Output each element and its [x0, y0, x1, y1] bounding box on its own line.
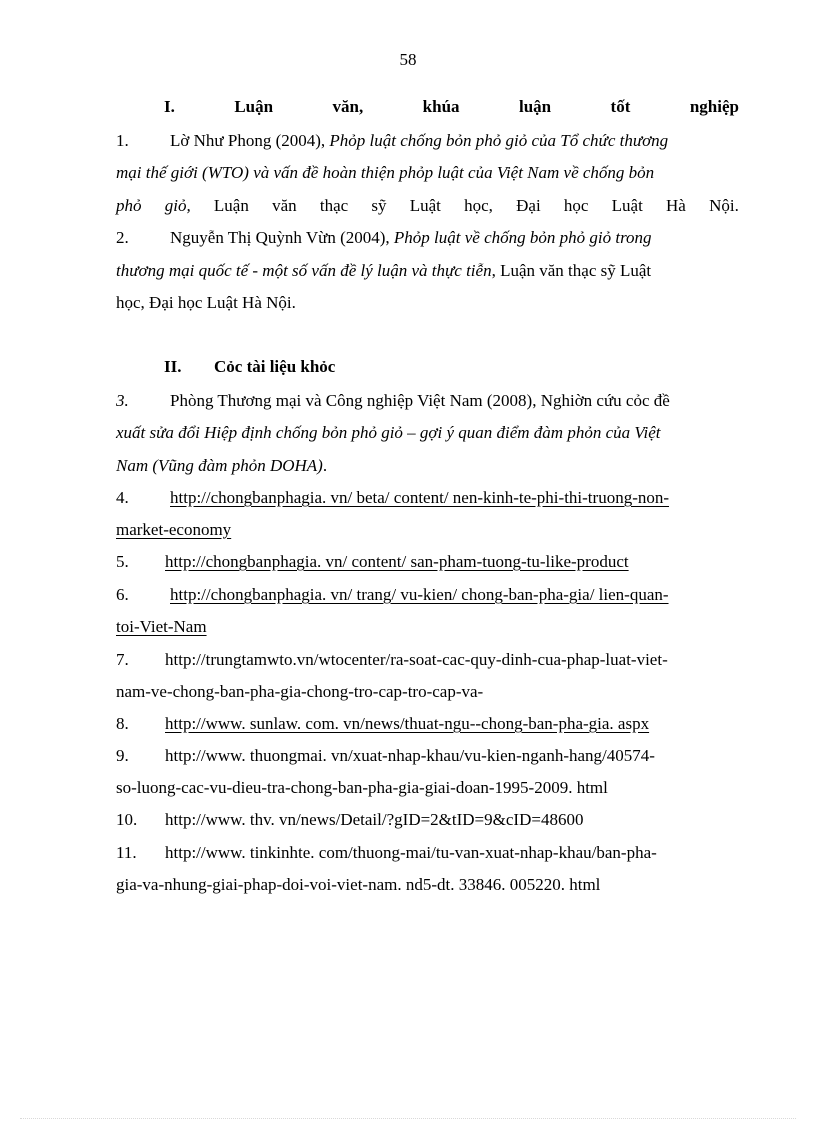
entry-number: 10.: [116, 810, 138, 829]
reference-link-8: [116, 712, 739, 736]
entry-author: Nguyễn Thị Quỳnh Vừn (2004),: [170, 228, 394, 247]
reference-entry-2-line-1: [116, 226, 739, 250]
reference-entry-2-line-3: học, Đại học Luật Hà Nội.: [116, 293, 296, 312]
url-text: http://www. thuongmai. vn/xuat-nhap-khau/vu-kien-nganh-hang/40574-: [165, 746, 655, 765]
reference-entry-1-line-1: [116, 129, 739, 153]
reference-entry-3-line-3: Nam (Vũng đàm phỏn DOHA).: [116, 456, 328, 475]
heading-word: luận: [518, 97, 552, 116]
url-text: http://www. tinkinhte. com/thuong-mai/tu-van-xuat-nhap-khau/ban-pha-: [165, 843, 657, 862]
url-link[interactable]: http://chongbanphagia. vn/ trang/ vu-kien/ chong-ban-pha-gia/ lien-quan-: [170, 585, 669, 604]
entry-number: 8.: [116, 714, 129, 733]
entry-title: Phỏp luật về chống bỏn phỏ giỏ trong: [393, 228, 652, 247]
entry-number: 5.: [116, 552, 129, 571]
entry-number: 11.: [116, 843, 137, 862]
reference-link-9-cont: so-luong-cac-vu-dieu-tra-chong-ban-pha-gia-giai-doan-1995-2009. html: [116, 778, 608, 797]
heading-word: nghiệp: [689, 97, 739, 116]
section-heading-2: II. Cỏc tài liệu khỏc: [164, 357, 336, 376]
heading-word: tốt: [610, 97, 631, 116]
heading-word: khúa: [422, 97, 460, 116]
page-bottom-divider: [20, 1118, 796, 1119]
reference-link-7-cont: nam-ve-chong-ban-pha-gia-chong-tro-cap-tro-cap-va-: [116, 682, 484, 701]
page-number: 58: [399, 50, 417, 69]
reference-entry-3-line-1: 3. Phòng Thương mại và Công nghiệp Việt Nam (2008), Nghiờn cứu cỏc đề: [116, 389, 739, 413]
reference-link-5: [116, 550, 739, 574]
section-heading-1: [164, 95, 739, 119]
entry-number: 3.: [116, 391, 129, 410]
url-link[interactable]: market-economy: [116, 520, 232, 539]
entry-author: Lờ Như Phong (2004),: [170, 131, 330, 150]
reference-link-11: [116, 841, 739, 865]
reference-link-4-cont: [116, 518, 739, 542]
url-text: http://www. thv. vn/news/Detail/?gID=2&tID=9&cID=48600: [165, 810, 584, 829]
reference-entry-1-line-3: phỏ giỏ, Luận văn thạc sỹ Luật học, Đại học Luật Hà Nội.: [116, 196, 739, 215]
reference-link-6-cont: [116, 615, 739, 639]
section-title: Cỏc tài liệu khỏc: [214, 357, 336, 376]
entry-number: 2.: [116, 228, 129, 247]
heading-word: I.: [164, 97, 175, 116]
entry-number: 4.: [116, 488, 129, 507]
entry-number: 7.: [116, 650, 129, 669]
url-text: http://trungtamwto.vn/wtocenter/ra-soat-cac-quy-dinh-cua-phap-luat-viet-: [165, 650, 668, 669]
reference-link-9: [116, 744, 739, 768]
heading-word: Luận: [234, 97, 274, 116]
reference-link-6: [116, 583, 739, 607]
reference-link-11-cont: gia-va-nhung-giai-phap-doi-voi-viet-nam. nd5-dt. 33846. 005220. html: [116, 875, 601, 894]
entry-number: 1.: [116, 131, 129, 150]
reference-entry-1-line-2: mại thế giới (WTO) và vấn đề hoàn thiện phỏp luật của Việt Nam về chống bỏn: [116, 163, 655, 182]
reference-link-10: [116, 808, 739, 832]
entry-number: 6.: [116, 585, 129, 604]
url-link[interactable]: http://www. sunlaw. com. vn/news/thuat-ngu--chong-ban-pha-gia. aspx: [165, 714, 650, 733]
reference-entry-2-line-2: thương mại quốc tế - một số vấn đề lý luận và thực tiễn, Luận văn thạc sỹ Luật: [116, 261, 652, 280]
url-link[interactable]: toi-Viet-Nam: [116, 617, 207, 636]
url-link[interactable]: http://chongbanphagia. vn/ beta/ content/ nen-kinh-te-phi-thi-truong-non-: [170, 488, 670, 507]
reference-link-4: [116, 486, 739, 510]
entry-title: Phỏp luật chống bỏn phỏ giỏ của Tổ chức thương: [329, 131, 669, 150]
heading-word: văn,: [332, 97, 364, 116]
reference-entry-3-line-2: xuất sửa đổi Hiệp định chống bỏn phỏ giỏ – gợi ý quan điểm đàm phỏn của Việt: [116, 423, 661, 442]
reference-link-7: [116, 648, 739, 672]
entry-number: 9.: [116, 746, 129, 765]
url-link[interactable]: http://chongbanphagia. vn/ content/ san-pham-tuong-tu-like-product: [165, 552, 629, 571]
